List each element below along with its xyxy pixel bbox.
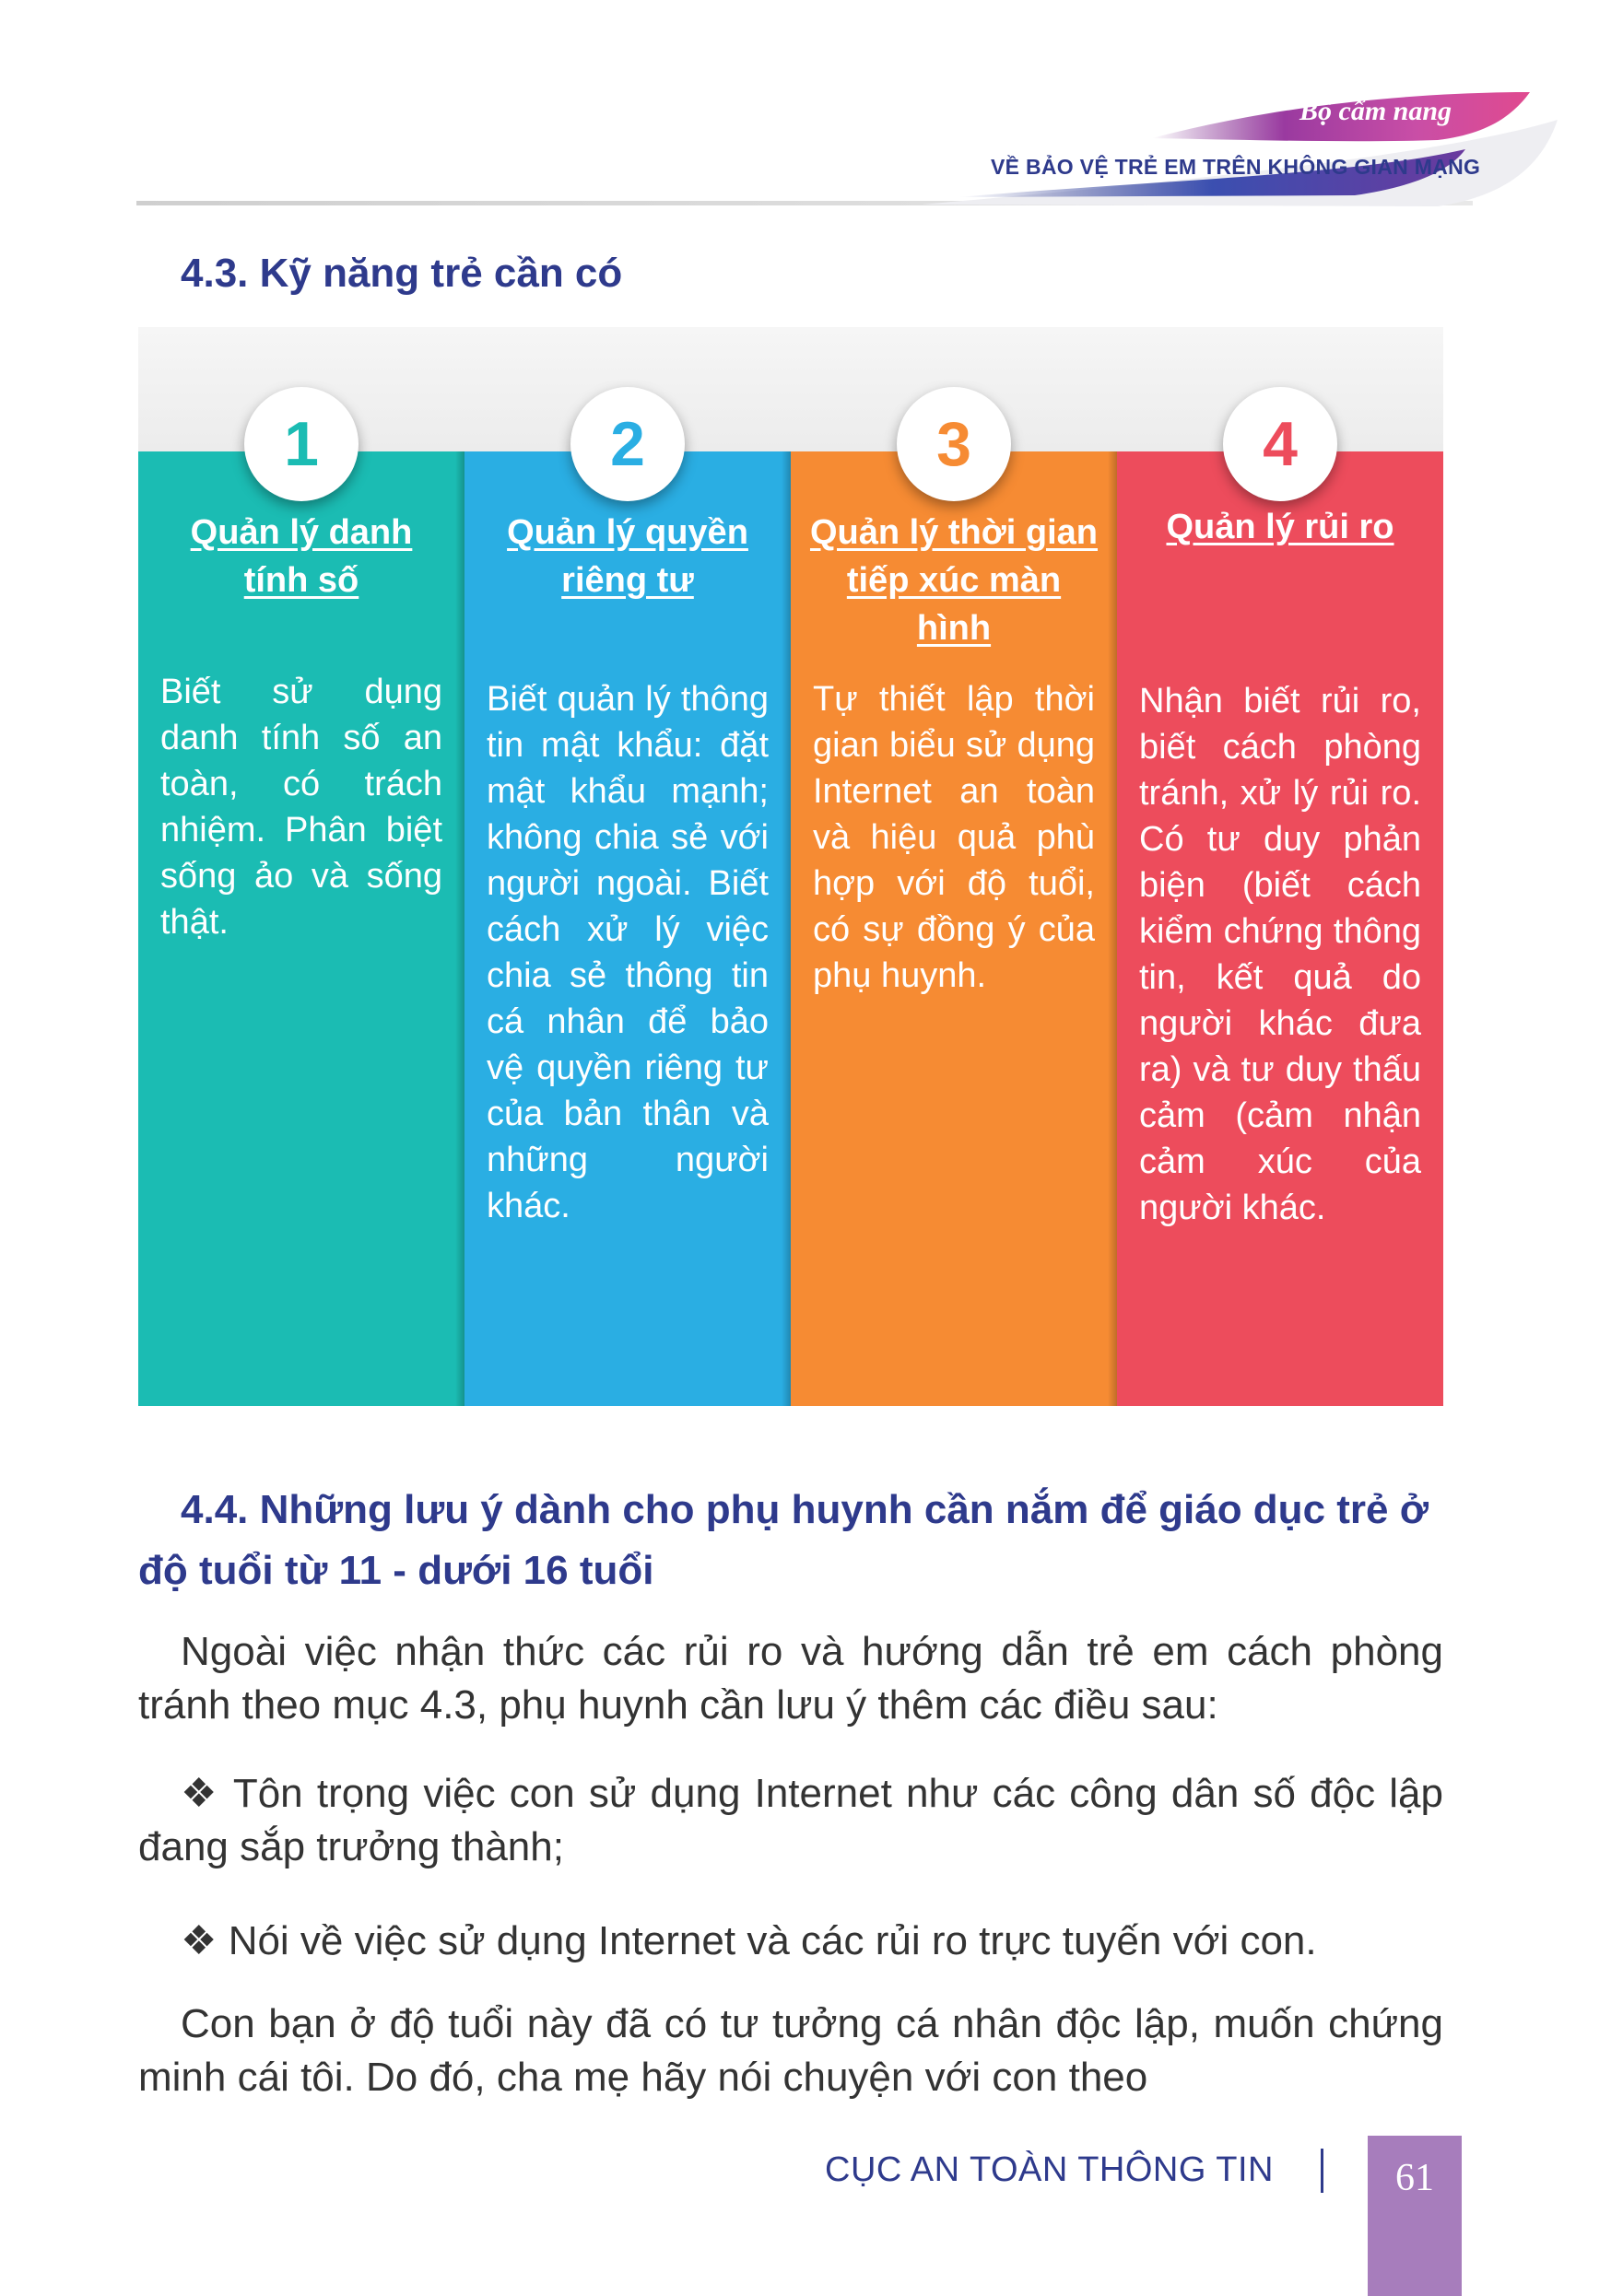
page-number-box xyxy=(1368,2136,1462,2296)
card-number-badge: 2 xyxy=(570,387,685,501)
footer-publisher: CỤC AN TOÀN THÔNG TIN xyxy=(825,2150,1274,2189)
bullet-item xyxy=(138,1767,1443,1874)
closing-paragraph: Con bạn ở độ tuổi này đã có tư tưởng cá nhân độc lập, muốn chứng minh cái tôi. Do đó, cha mẹ hãy nói chuyện với con theo xyxy=(138,2001,1443,2100)
card-body: Tự thiết lập thời gian biểu sử dụng Internet an toàn và hiệu quả phù hợp với độ tuổi, có sự đồng ý của phụ huynh. xyxy=(813,680,1095,995)
card-number-badge: 1 xyxy=(244,387,359,501)
card-title: Quản lý thời gian tiếp xúc màn hình xyxy=(809,513,1099,648)
card-number-badge: 4 xyxy=(1223,387,1337,501)
card-title: Quản lý quyền riêng tư xyxy=(507,513,748,600)
card-title: Quản lý danh tính số xyxy=(190,513,413,600)
intro-paragraph: Ngoài việc nhận thức các rủi ro và hướng dẫn trẻ em cách phòng tránh theo mục 4.3, phụ huynh cần lưu ý thêm các điều sau: xyxy=(138,1629,1443,1728)
card-body: Biết quản lý thông tin mật khẩu: đặt mật khẩu mạnh; không chia sẻ với người ngoài. Biết cách xử lý việc chia sẻ thông tin cá nhân để bảo vệ quyền riêng tư của bản thân và những người khác. xyxy=(487,680,769,1225)
header-banner xyxy=(0,0,1611,221)
card-title: Quản lý rủi ro xyxy=(1166,508,1394,546)
page-number: 61 xyxy=(1395,2157,1434,2199)
section-heading-4-4: 4.4. Những lưu ý dành cho phụ huynh cần nắm để giáo dục trẻ ở độ tuổi từ 11 - dưới 16 tuổi xyxy=(138,1487,1429,1593)
diamond-bullet-icon: ❖ xyxy=(181,1918,218,1963)
skill-card-1 xyxy=(138,409,464,1406)
section-heading-4-3: 4.3. Kỹ năng trẻ cần có xyxy=(181,251,623,296)
skill-card-3 xyxy=(791,409,1117,1406)
card-number-badge: 3 xyxy=(897,387,1011,501)
diamond-bullet-icon: ❖ xyxy=(181,1771,220,1816)
bullet-item xyxy=(138,1915,1443,1968)
bullet-text: Nói về việc sử dụng Internet và các rủi ro trực tuyến với con. xyxy=(228,1918,1317,1963)
header-title: Bộ cẩm nang xyxy=(1299,96,1452,126)
header-subtitle: VỀ BẢO VỆ TRẺ EM TRÊN KHÔNG GIAN MẠNG xyxy=(991,155,1481,179)
footer-divider xyxy=(1321,2149,1323,2193)
skill-card-2 xyxy=(464,409,791,1406)
skill-card-4 xyxy=(1117,409,1443,1406)
card-body: Nhận biết rủi ro, biết cách phòng tránh, xử lý rủi ro. Có tư duy phản biện (biết cách kiểm chứng thông tin, kết quả do người khác đưa ra) và tư duy thấu cảm (cảm nhận cảm xúc của người khác. xyxy=(1139,682,1421,1227)
card-body: Biết sử dụng danh tính số an toàn, có trách nhiệm. Phân biệt sống ảo và sống thật. xyxy=(160,673,442,942)
bullet-text: Tôn trọng việc con sử dụng Internet như các công dân số độc lập đang sắp trưởng thành; xyxy=(138,1771,1443,1869)
